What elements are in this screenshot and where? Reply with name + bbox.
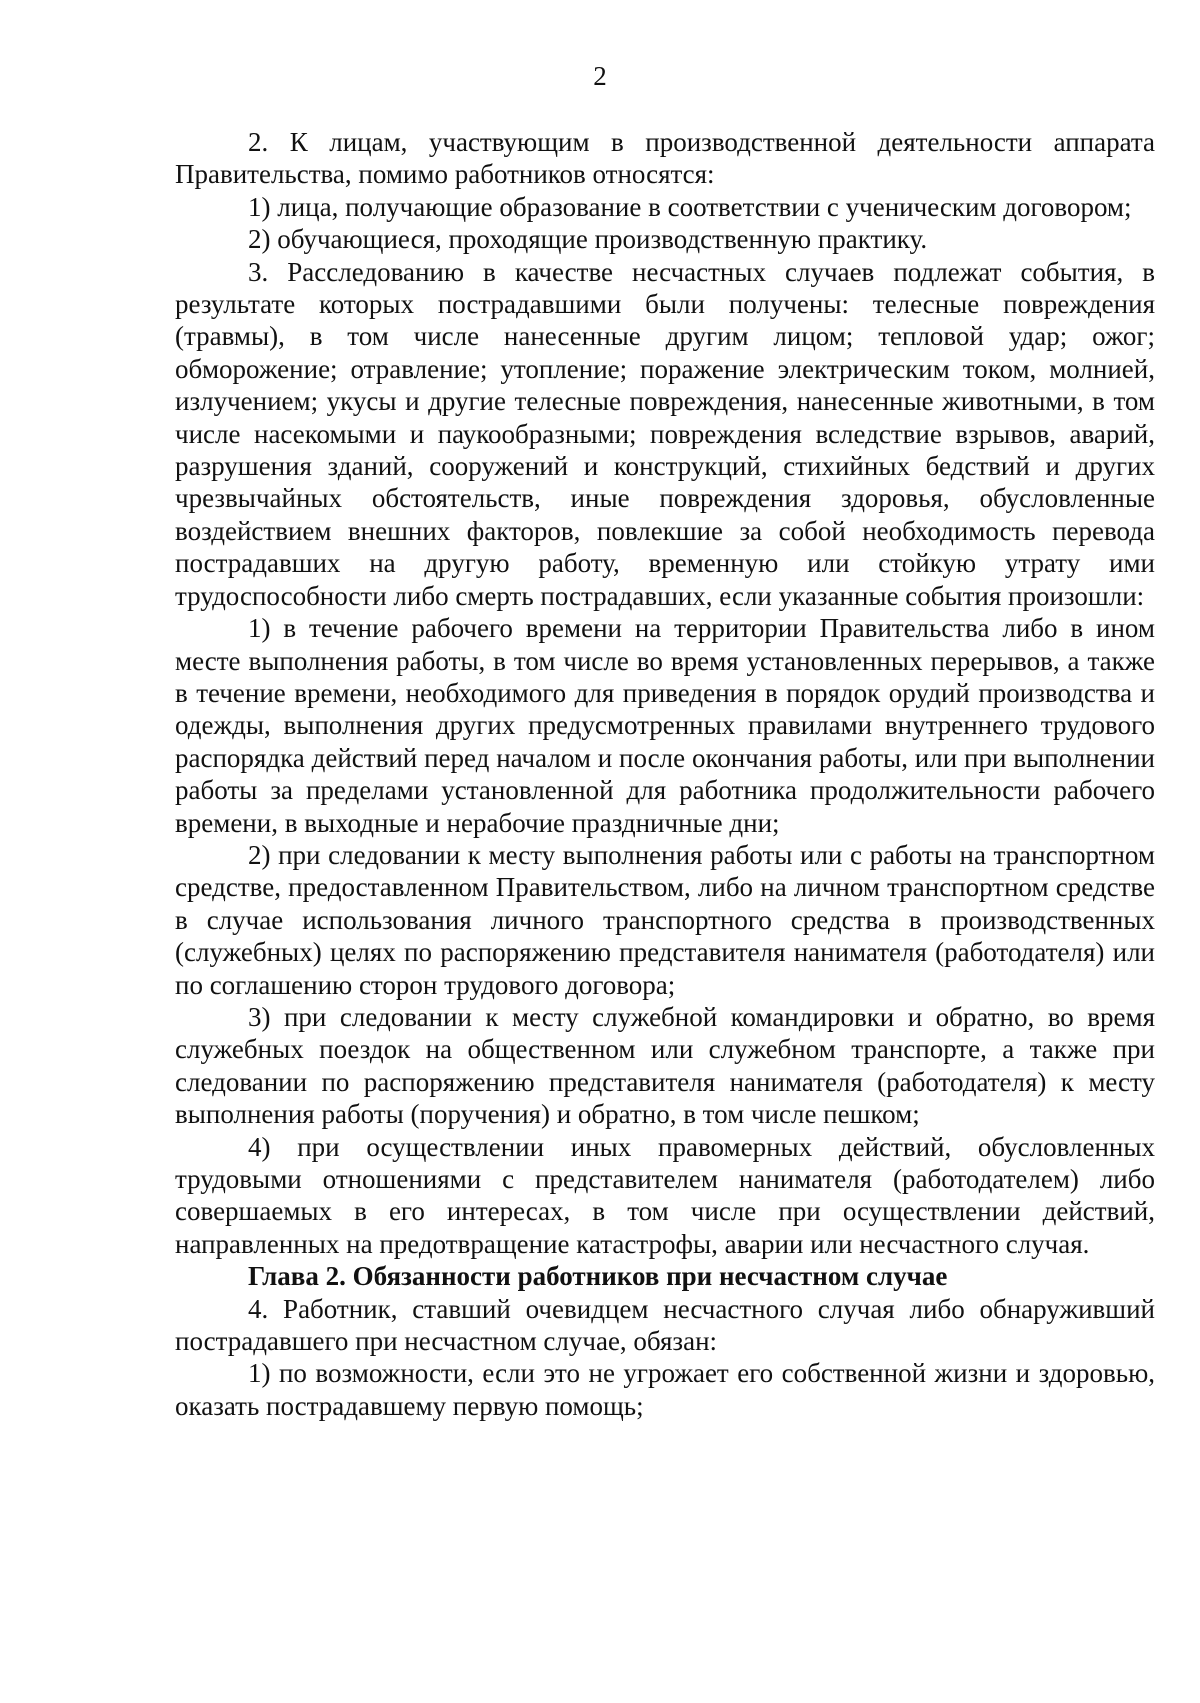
list-item-2-trainees: 2) обучающиеся, проходящие производственную практику. [248, 224, 928, 255]
list-item-1-working-time: 1) в течение рабочего времени на территории Правительства либо в ином месте выполнения работы, в том числе во время установленных перерывов, а также в течение времени, необходимого для приведения в порядок орудий производства и одежды, выполнения других предусмотренных правилами внутреннего трудового распорядка действий перед началом и после окончания работы, или при выполнении работы за пределами установленной для работника продолжительности рабочего времени, в выходные и нерабочие праздничные дни; [175, 613, 1155, 838]
paragraph-3-investigation: 3. Расследованию в качестве несчастных случаев подлежат события, в результате которых пострадавшими были получены: телесные повреждения (травмы), в том числе нанесенные другим лицом; тепловой удар; ожог; обморожение; отравление; утопление; поражение электрическим током, молнией, излучением; укусы и другие телесные повреждения, нанесенные животными, в том числе насекомыми и паукообразными; повреждения вследствие взрывов, аварий, разрушения зданий, сооружений и конструкций, стихийных бедствий и других чрезвычайных обстоятельств, иные повреждения здоровья, обусловленные воздействием внешних факторов, повлекшие за собой необходимость перевода пострадавших на другую работу, временную или стойкую утрату ими трудоспособности либо смерть пострадавших, если указанные события произошли: [175, 256, 1155, 611]
list-item-1-students: 1) лица, получающие образование в соответствии с ученическим договором; [248, 191, 1132, 222]
list-item-1-first-aid: 1) по возможности, если это не угрожает его собственной жизни и здоровью, оказать пострадавшему первую помощь; [175, 1358, 1155, 1421]
paragraph-2-intro: 2. К лицам, участвующим в производственной деятельности аппарата Правительства, помимо работников относятся: [175, 127, 1155, 190]
list-item-4-other-actions: 4) при осуществлении иных правомерных действий, обусловленных трудовыми отношениями с представителем нанимателя (работодателем) либо совершаемых в его интересах, в том числе при осуществлении действий, направленных на предотвращение катастрофы, аварии или несчастного случая. [175, 1131, 1155, 1259]
paragraph-4-witness-duties: 4. Работник, ставший очевидцем несчастного случая либо обнаруживший пострадавшего при несчастном случае, обязан: [175, 1293, 1155, 1357]
list-item-2-commute: 2) при следовании к месту выполнения работы или с работы на транспортном средстве, предоставленном Правительством, либо на личном транспортном средстве в случае использования личного транспортного средства в производственных (служебных) целях по распоряжению представителя нанимателя (работодателя) или по соглашению сторон трудового договора; [175, 839, 1155, 1000]
page-number: 2 [593, 61, 607, 91]
list-item-3-business-trip: 3) при следовании к месту служебной командировки и обратно, во время служебных поездок на общественном или служебном транспорте, а также при следовании по распоряжению представителя нанимателя (работодателя) к месту выполнения работы (поручения) и обратно, в том числе пешком; [175, 1001, 1155, 1130]
document-body [175, 126, 1155, 1422]
chapter-2-heading: Глава 2. Обязанности работников при несчастном случае [248, 1261, 948, 1292]
